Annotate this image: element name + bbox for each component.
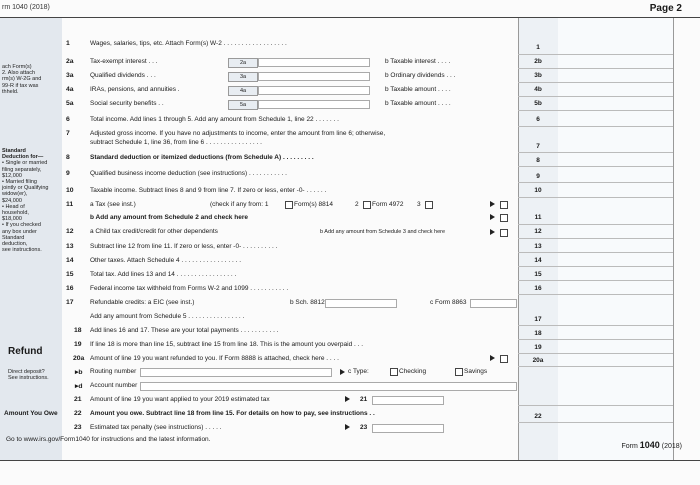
line-21-number: 21 — [74, 396, 82, 403]
amount-box-17: 17 — [534, 316, 542, 323]
attach-forms-note: ach Form(s) 2. Also attach rm(s) W-2G and 99-R if tax was thheld. — [2, 64, 42, 95]
amount-box-16: 16 — [534, 285, 542, 292]
amount-box-3b: 3b — [534, 72, 542, 79]
arrow-icon — [490, 355, 495, 361]
amount-you-owe-heading: Amount You Owe — [4, 410, 58, 417]
line-3b-label: b Ordinary dividends . . . — [385, 72, 456, 79]
line-22-number: 22 — [74, 410, 82, 417]
amount-box-12: 12 — [534, 228, 542, 235]
line-number-column — [518, 18, 560, 460]
input-23[interactable] — [372, 424, 444, 433]
line-13-number: 13 — [66, 243, 74, 250]
checkbox-8888[interactable] — [500, 355, 508, 363]
arrow-icon — [345, 396, 350, 402]
line-4a-label: IRAs, pensions, and annuities . — [90, 86, 180, 93]
account-number-input[interactable] — [140, 382, 517, 391]
line-19-number: 19 — [74, 341, 82, 348]
line-4a-number: 4a — [66, 86, 74, 93]
line-22-label: Amount you owe. Subtract line 18 from line 15. For details on how to pay, see instructions . . — [90, 410, 375, 417]
amount-box-5b: 5b — [534, 100, 542, 107]
check-2-number: 2 — [355, 201, 359, 208]
line-23-label: Estimated tax penalty (see instructions) . . . . . — [90, 424, 222, 431]
arrow-icon — [490, 229, 495, 235]
line-3a-label: Qualified dividends . . . — [90, 72, 156, 79]
input-5a[interactable] — [258, 100, 370, 109]
checkbox-form-4972[interactable] — [363, 201, 371, 209]
amount-box-1: 1 — [536, 44, 540, 51]
direct-deposit-note: Direct deposit? See instructions. — [8, 369, 49, 382]
form-4972-label: Form 4972 — [372, 201, 404, 208]
line-5b-label: b Taxable amount . . . . — [385, 100, 451, 107]
footer-link[interactable]: Go to www.irs.gov/Form1040 for instructions and the latest information. — [6, 436, 211, 443]
checkbox-11b[interactable] — [500, 214, 508, 222]
amount-box-14: 14 — [534, 257, 542, 264]
savings-label: Savings — [464, 368, 488, 375]
line-12-number: 12 — [66, 228, 74, 235]
line-15-label: Total tax. Add lines 13 and 14 . . . . . . . . . . . . . . . . . — [90, 271, 237, 278]
input-4a[interactable] — [258, 86, 370, 95]
amount-column — [558, 18, 674, 460]
line-10-number: 10 — [66, 187, 74, 194]
footer-form-label: Form 1040 (2018) — [621, 440, 682, 450]
line-1-number: 1 — [66, 40, 70, 47]
arrow-icon — [340, 369, 345, 375]
line-2a-number: 2a — [66, 58, 74, 65]
line-3a-number: 3a — [66, 72, 74, 79]
box-23: 23 — [360, 424, 368, 431]
box-3a: 3a — [228, 72, 258, 82]
account-type-label: c Type: — [348, 368, 369, 375]
line-1-label: Wages, salaries, tips, etc. Attach Form(s) W-2 . . . . . . . . . . . . . . . . . . — [90, 40, 287, 47]
box-2a: 2a — [228, 58, 258, 68]
arrow-icon — [345, 424, 350, 430]
routing-number-label: Routing number — [90, 368, 137, 375]
line-7-label: Adjusted gross income. If you have no adjustments to income, enter the amount from line 6; otherwise, — [90, 130, 386, 137]
line-6-number: 6 — [66, 116, 70, 123]
amount-box-9: 9 — [536, 173, 540, 180]
routing-number-input[interactable] — [140, 368, 332, 377]
line-9-label: Qualified business income deduction (see instructions) . . . . . . . . . . . — [90, 170, 287, 177]
form-8863-label: c Form 8863 — [430, 299, 467, 306]
checking-label: Checking — [399, 368, 427, 375]
line-10-label: Taxable income. Subtract lines 8 and 9 from line 7. If zero or less, enter -0- . . . . . . — [90, 187, 327, 194]
arrow-icon — [490, 214, 495, 220]
line-13-label: Subtract line 12 from line 11. If zero or less, enter -0- . . . . . . . . . . — [90, 243, 278, 250]
box-21: 21 — [360, 396, 368, 403]
line-19-label: If line 18 is more than line 15, subtract line 15 from line 18. This is the amount you overpaid . . . — [90, 341, 364, 348]
line-7-label-2: subtract Schedule 1, line 36, from line 6 . . . . . . . . . . . . . . . . — [90, 139, 262, 146]
checkbox-savings[interactable] — [455, 368, 463, 376]
footer-rule — [0, 460, 700, 461]
sch-8812-label: b Sch. 8812 — [290, 299, 325, 306]
line-14-number: 14 — [66, 257, 74, 264]
line-17-label-2: Add any amount from Schedule 5 . . . . . . . . . . . . . . . . — [90, 313, 245, 320]
line-2b-label: b Taxable interest . . . . — [385, 58, 451, 65]
line-20d-number: ▸d — [75, 383, 83, 390]
arrow-icon — [490, 201, 495, 207]
line-20a-number: 20a — [73, 355, 85, 362]
box-5a: 5a — [228, 100, 258, 110]
line-11-number: 11 — [66, 201, 74, 208]
line-18-label: Add lines 16 and 17. These are your total payments . . . . . . . . . . . — [90, 327, 279, 334]
form-8814-label: Form(s) 8814 — [294, 201, 334, 208]
line-11-check-label: (check if any from: 1 — [210, 201, 269, 208]
input-form-8863[interactable] — [470, 299, 517, 308]
line-12-label: a Child tax credit/credit for other dependents — [90, 228, 218, 235]
line-5a-label: Social security benefits . . — [90, 100, 164, 107]
checkbox-3[interactable] — [425, 201, 433, 209]
line-4b-label: b Taxable amount . . . . — [385, 86, 451, 93]
amount-box-7: 7 — [536, 143, 540, 150]
line-14-label: Other taxes. Attach Schedule 4 . . . . . . . . . . . . . . . . . — [90, 257, 242, 264]
line-18-number: 18 — [74, 327, 82, 334]
line-8-number: 8 — [66, 154, 70, 161]
input-21[interactable] — [372, 396, 444, 405]
amount-box-18: 18 — [534, 330, 542, 337]
line-16-label: Federal income tax withheld from Forms W-2 and 1099 . . . . . . . . . . . — [90, 285, 289, 292]
amount-box-11: 11 — [534, 214, 542, 221]
line-15-number: 15 — [66, 271, 74, 278]
amount-box-2b: 2b — [534, 58, 542, 65]
input-2a[interactable] — [258, 58, 370, 67]
line-11b-label: b Add any amount from Schedule 2 and check here — [90, 214, 248, 221]
form-header-left: rm 1040 (2018) — [2, 4, 50, 11]
checkbox-checking[interactable] — [390, 368, 398, 376]
account-number-label: Account number — [90, 382, 138, 389]
line-12b-label: b Add any amount from Schedule 3 and check here — [320, 229, 446, 235]
amount-box-22: 22 — [534, 413, 542, 420]
line-17-number: 17 — [66, 299, 74, 306]
line-8-label: Standard deduction or itemized deductions (from Schedule A) . . . . . . . . . — [90, 154, 314, 161]
standard-deduction-note: Standard Deduction for— • Single or married filing separately, $12,000 • Married filing jointly or Qualifying widow(er), $24,000 • Head of household, $18,000 • If you checked any box under Standard deduction, see instructions. — [2, 148, 49, 254]
input-3a[interactable] — [258, 72, 370, 81]
line-20a-label: Amount of line 19 you want refunded to you. If Form 8888 is attached, check here . . . . — [90, 355, 339, 362]
line-7-number: 7 — [66, 130, 70, 137]
amount-box-6: 6 — [536, 116, 540, 123]
checkbox-form-8814[interactable] — [285, 201, 293, 209]
amount-box-4b: 4b — [534, 86, 542, 93]
line-21-label: Amount of line 19 you want applied to your 2019 estimated tax — [90, 396, 270, 403]
checkbox-11a[interactable] — [500, 201, 508, 209]
line-23-number: 23 — [74, 424, 82, 431]
amount-box-8: 8 — [536, 157, 540, 164]
line-6-label: Total income. Add lines 1 through 5. Add any amount from Schedule 1, line 22 . . . . . . . — [90, 116, 339, 123]
amount-box-20a: 20a — [532, 357, 544, 364]
amount-box-19: 19 — [534, 344, 542, 351]
line-20b-number: ▸b — [75, 369, 83, 376]
line-11a-label: a Tax (see inst.) — [90, 201, 136, 208]
amount-box-13: 13 — [534, 243, 542, 250]
check-3-number: 3 — [417, 201, 421, 208]
amount-box-10: 10 — [534, 187, 542, 194]
input-sch-8812[interactable] — [325, 299, 397, 308]
amount-box-15: 15 — [534, 271, 542, 278]
line-5a-number: 5a — [66, 100, 74, 107]
line-16-number: 16 — [66, 285, 74, 292]
line-2a-label: Tax-exempt interest . . . — [90, 58, 158, 65]
page-number: Page 2 — [649, 3, 682, 14]
line-9-number: 9 — [66, 170, 70, 177]
checkbox-12[interactable] — [500, 229, 508, 237]
box-4a: 4a — [228, 86, 258, 96]
refund-heading: Refund — [8, 346, 43, 357]
line-17-label: Refundable credits: a EIC (see inst.) — [90, 299, 195, 306]
